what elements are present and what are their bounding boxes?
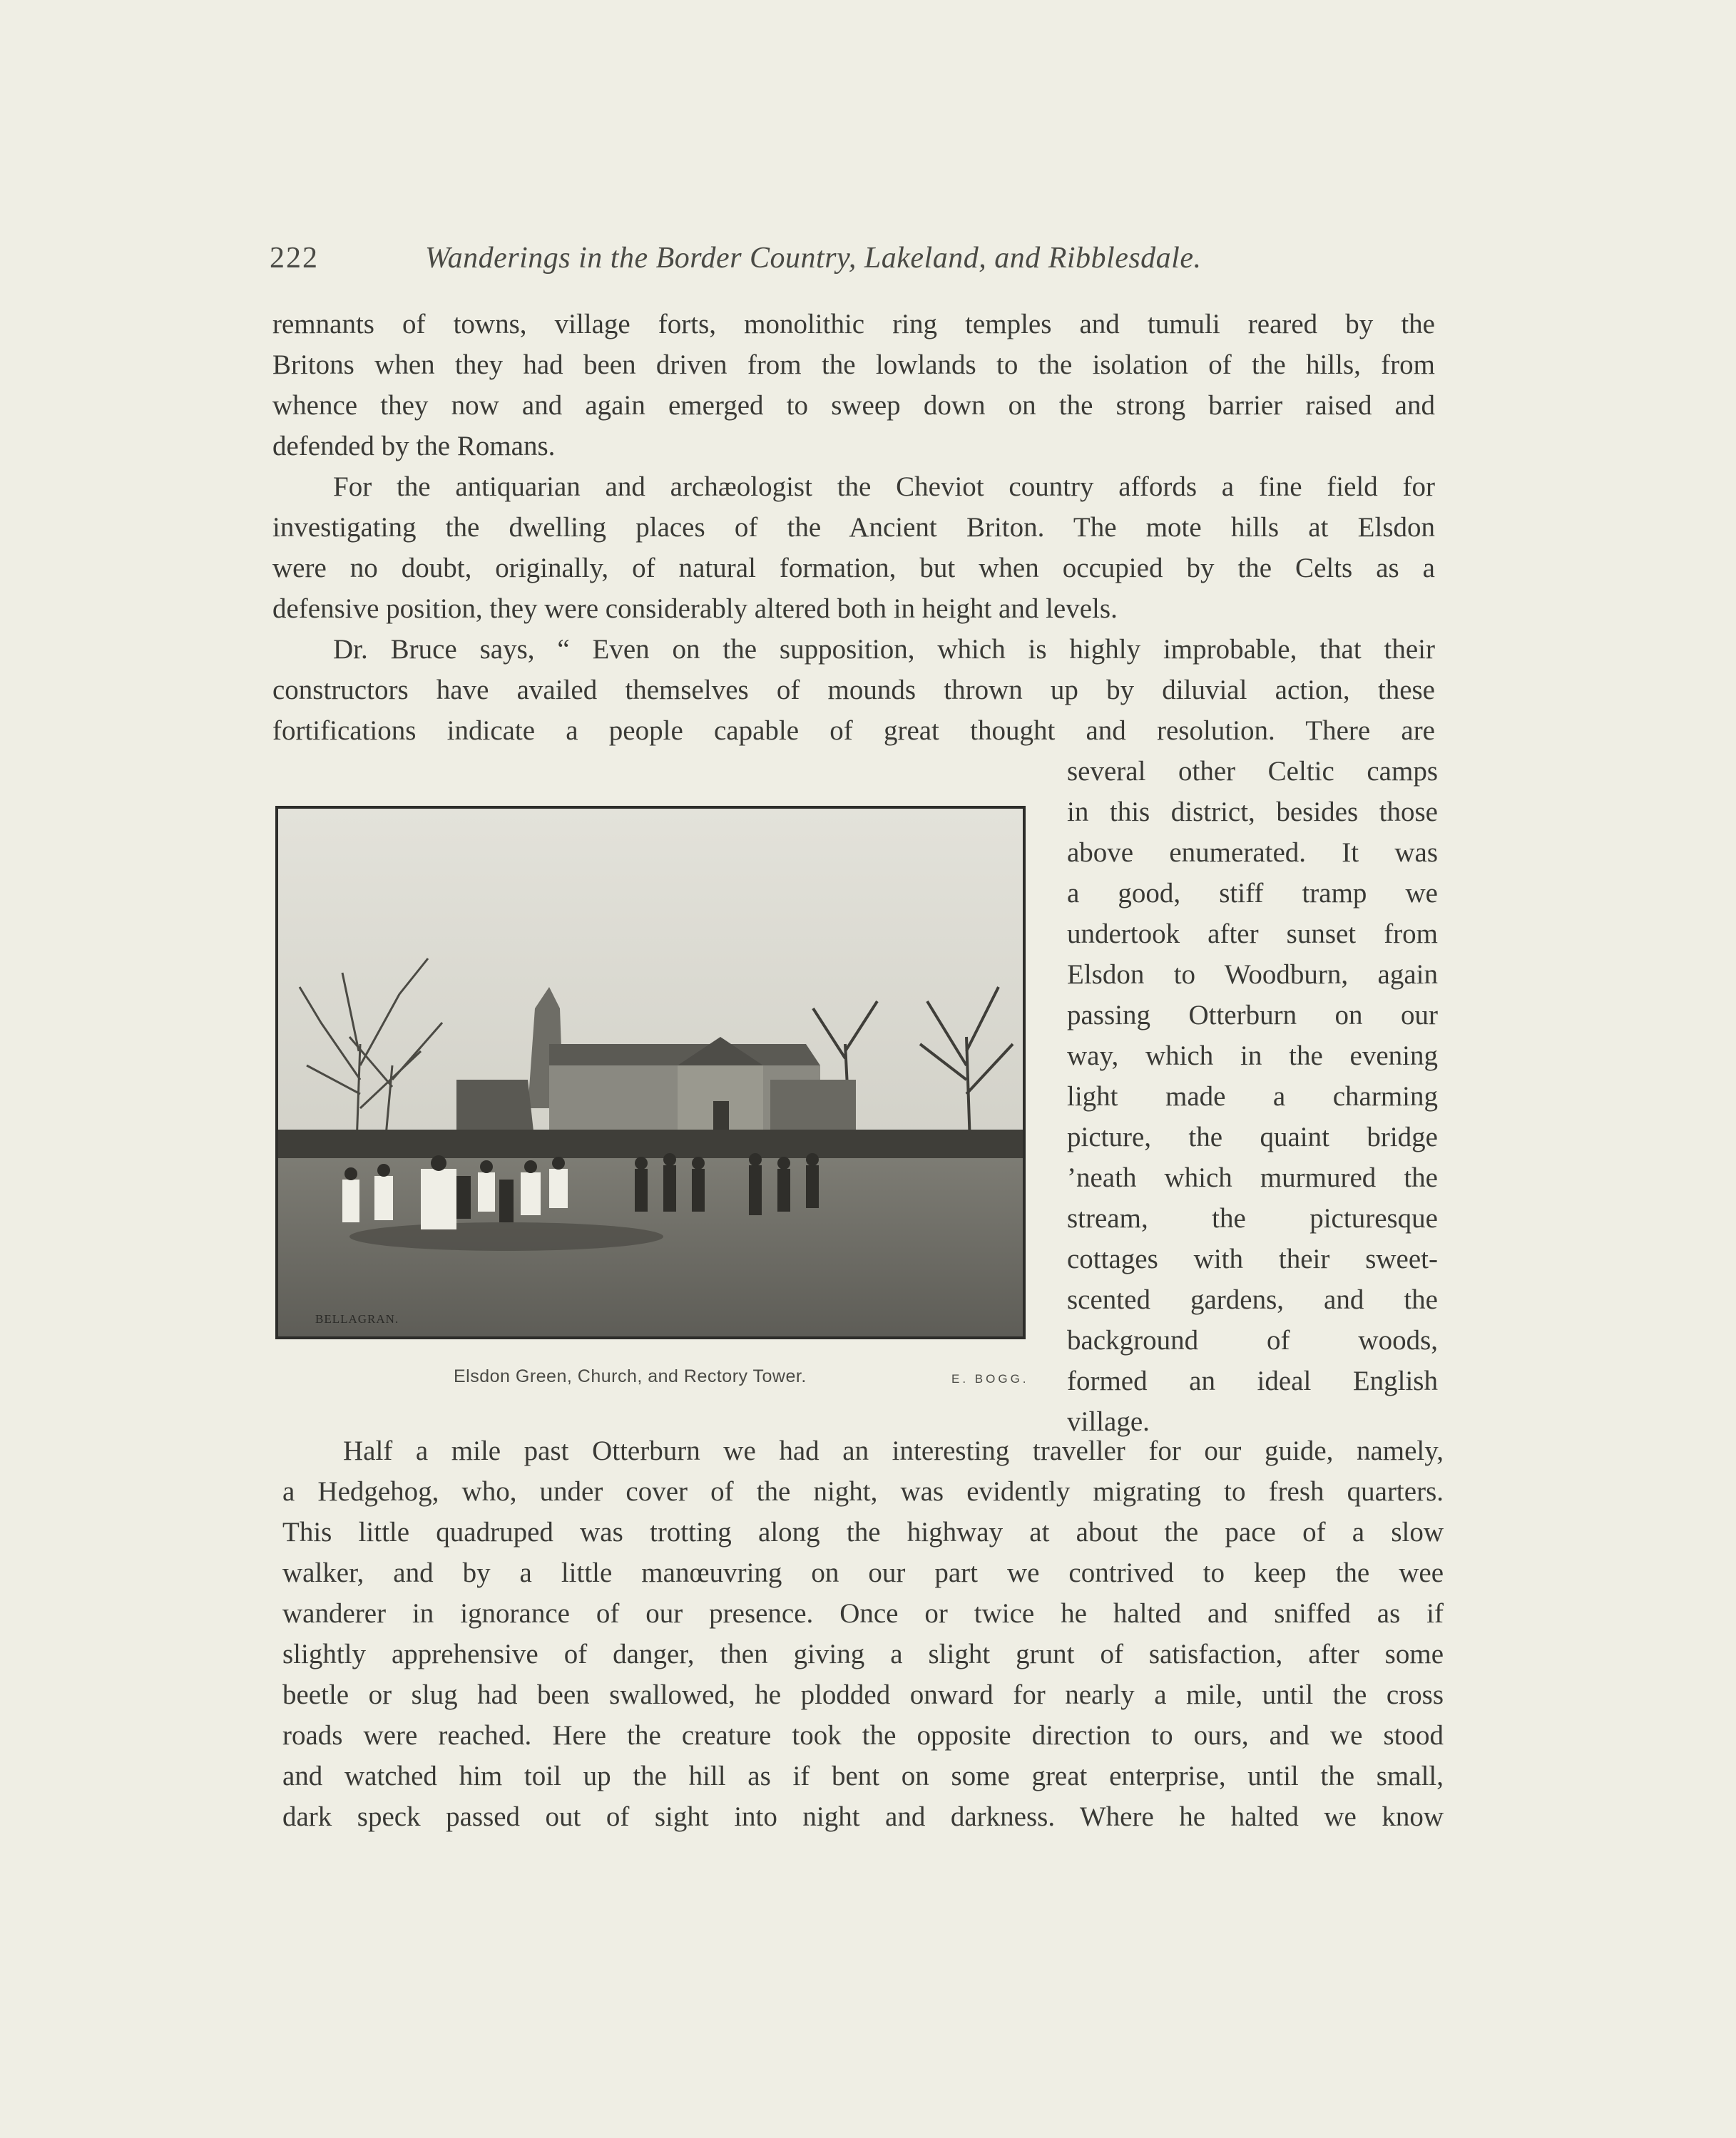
side-line: undertook after sunset from bbox=[1067, 919, 1438, 949]
body-line: fortifications indicate a people capable of great thought and resolution. There are bbox=[272, 715, 1435, 746]
figure-caption: Elsdon Green, Church, and Rectory Tower. bbox=[454, 1366, 807, 1386]
body-line: beetle or slug had been swallowed, he plodded onward for nearly a mile, until the cross bbox=[282, 1679, 1444, 1710]
body-line: constructors have availed themselves of mounds thrown up by diluvial action, these bbox=[272, 675, 1435, 705]
side-line: ’neath which murmured the bbox=[1067, 1162, 1438, 1193]
body-line: roads were reached. Here the creature took the opposite direction to ours, and we stood bbox=[282, 1720, 1444, 1751]
side-line: way, which in the evening bbox=[1067, 1040, 1438, 1071]
church-photo-illustration bbox=[278, 809, 1023, 1336]
body-line: whence they now and again emerged to sweep down on the strong barrier raised and bbox=[272, 390, 1435, 421]
side-line: a good, stiff tramp we bbox=[1067, 878, 1438, 909]
running-title: Wanderings in the Border Country, Lakeland, and Ribblesdale. bbox=[425, 242, 1202, 275]
body-line: dark speck passed out of sight into night and darkness. Where he halted we know bbox=[282, 1801, 1444, 1832]
body-line: remnants of towns, village forts, monolithic ring temples and tumuli reared by the bbox=[272, 309, 1435, 339]
body-line: Half a mile past Otterburn we had an interesting traveller for our guide, namely, bbox=[343, 1436, 1444, 1466]
body-line: For the antiquarian and archæologist the Cheviot country affords a fine field for bbox=[333, 471, 1435, 502]
photo-signature: BELLAGRAN. bbox=[315, 1312, 399, 1326]
body-line: Britons when they had been driven from the lowlands to the isolation of the hills, from bbox=[272, 349, 1435, 380]
side-line: light made a charming bbox=[1067, 1081, 1438, 1112]
side-line: several other Celtic camps bbox=[1067, 756, 1438, 787]
side-line: cottages with their sweet- bbox=[1067, 1244, 1438, 1274]
body-line: slightly apprehensive of danger, then giving a slight grunt of satisfaction, after some bbox=[282, 1639, 1444, 1669]
side-line: passing Otterburn on our bbox=[1067, 1000, 1438, 1030]
side-line: background of woods, bbox=[1067, 1325, 1438, 1356]
body-line: walker, and by a little manœuvring on our part we contrived to keep the wee bbox=[282, 1558, 1444, 1588]
side-line: scented gardens, and the bbox=[1067, 1284, 1438, 1315]
side-line: stream, the picturesque bbox=[1067, 1203, 1438, 1234]
body-line: defensive position, they were considerably altered both in height and levels. bbox=[272, 593, 1118, 624]
page-header bbox=[270, 241, 1439, 284]
side-line: Elsdon to Woodburn, again bbox=[1067, 959, 1438, 990]
body-line: Dr. Bruce says, “ Even on the supposition, which is highly improbable, that their bbox=[333, 634, 1435, 665]
body-line: defended by the Romans. bbox=[272, 431, 556, 461]
figure-credit: E. BOGG. bbox=[951, 1372, 1029, 1386]
church-photograph bbox=[275, 806, 1026, 1339]
page-number: 222 bbox=[270, 242, 319, 275]
body-line: a Hedgehog, who, under cover of the night, was evidently migrating to fresh quarters. bbox=[282, 1476, 1444, 1507]
side-line: above enumerated. It was bbox=[1067, 837, 1438, 868]
side-line: picture, the quaint bridge bbox=[1067, 1122, 1438, 1152]
body-line: investigating the dwelling places of the Ancient Briton. The mote hills at Elsdon bbox=[272, 512, 1435, 543]
body-line: were no doubt, originally, of natural formation, but when occupied by the Celts as a bbox=[272, 553, 1435, 583]
body-line: This little quadruped was trotting along the highway at about the pace of a slow bbox=[282, 1517, 1444, 1548]
body-line: and watched him toil up the hill as if bent on some great enterprise, until the small, bbox=[282, 1761, 1444, 1791]
body-line: wanderer in ignorance of our presence. Once or twice he halted and sniffed as if bbox=[282, 1598, 1444, 1629]
side-line: in this district, besides those bbox=[1067, 797, 1438, 827]
side-line: formed an ideal English bbox=[1067, 1366, 1438, 1396]
side-line: village. bbox=[1067, 1406, 1150, 1437]
